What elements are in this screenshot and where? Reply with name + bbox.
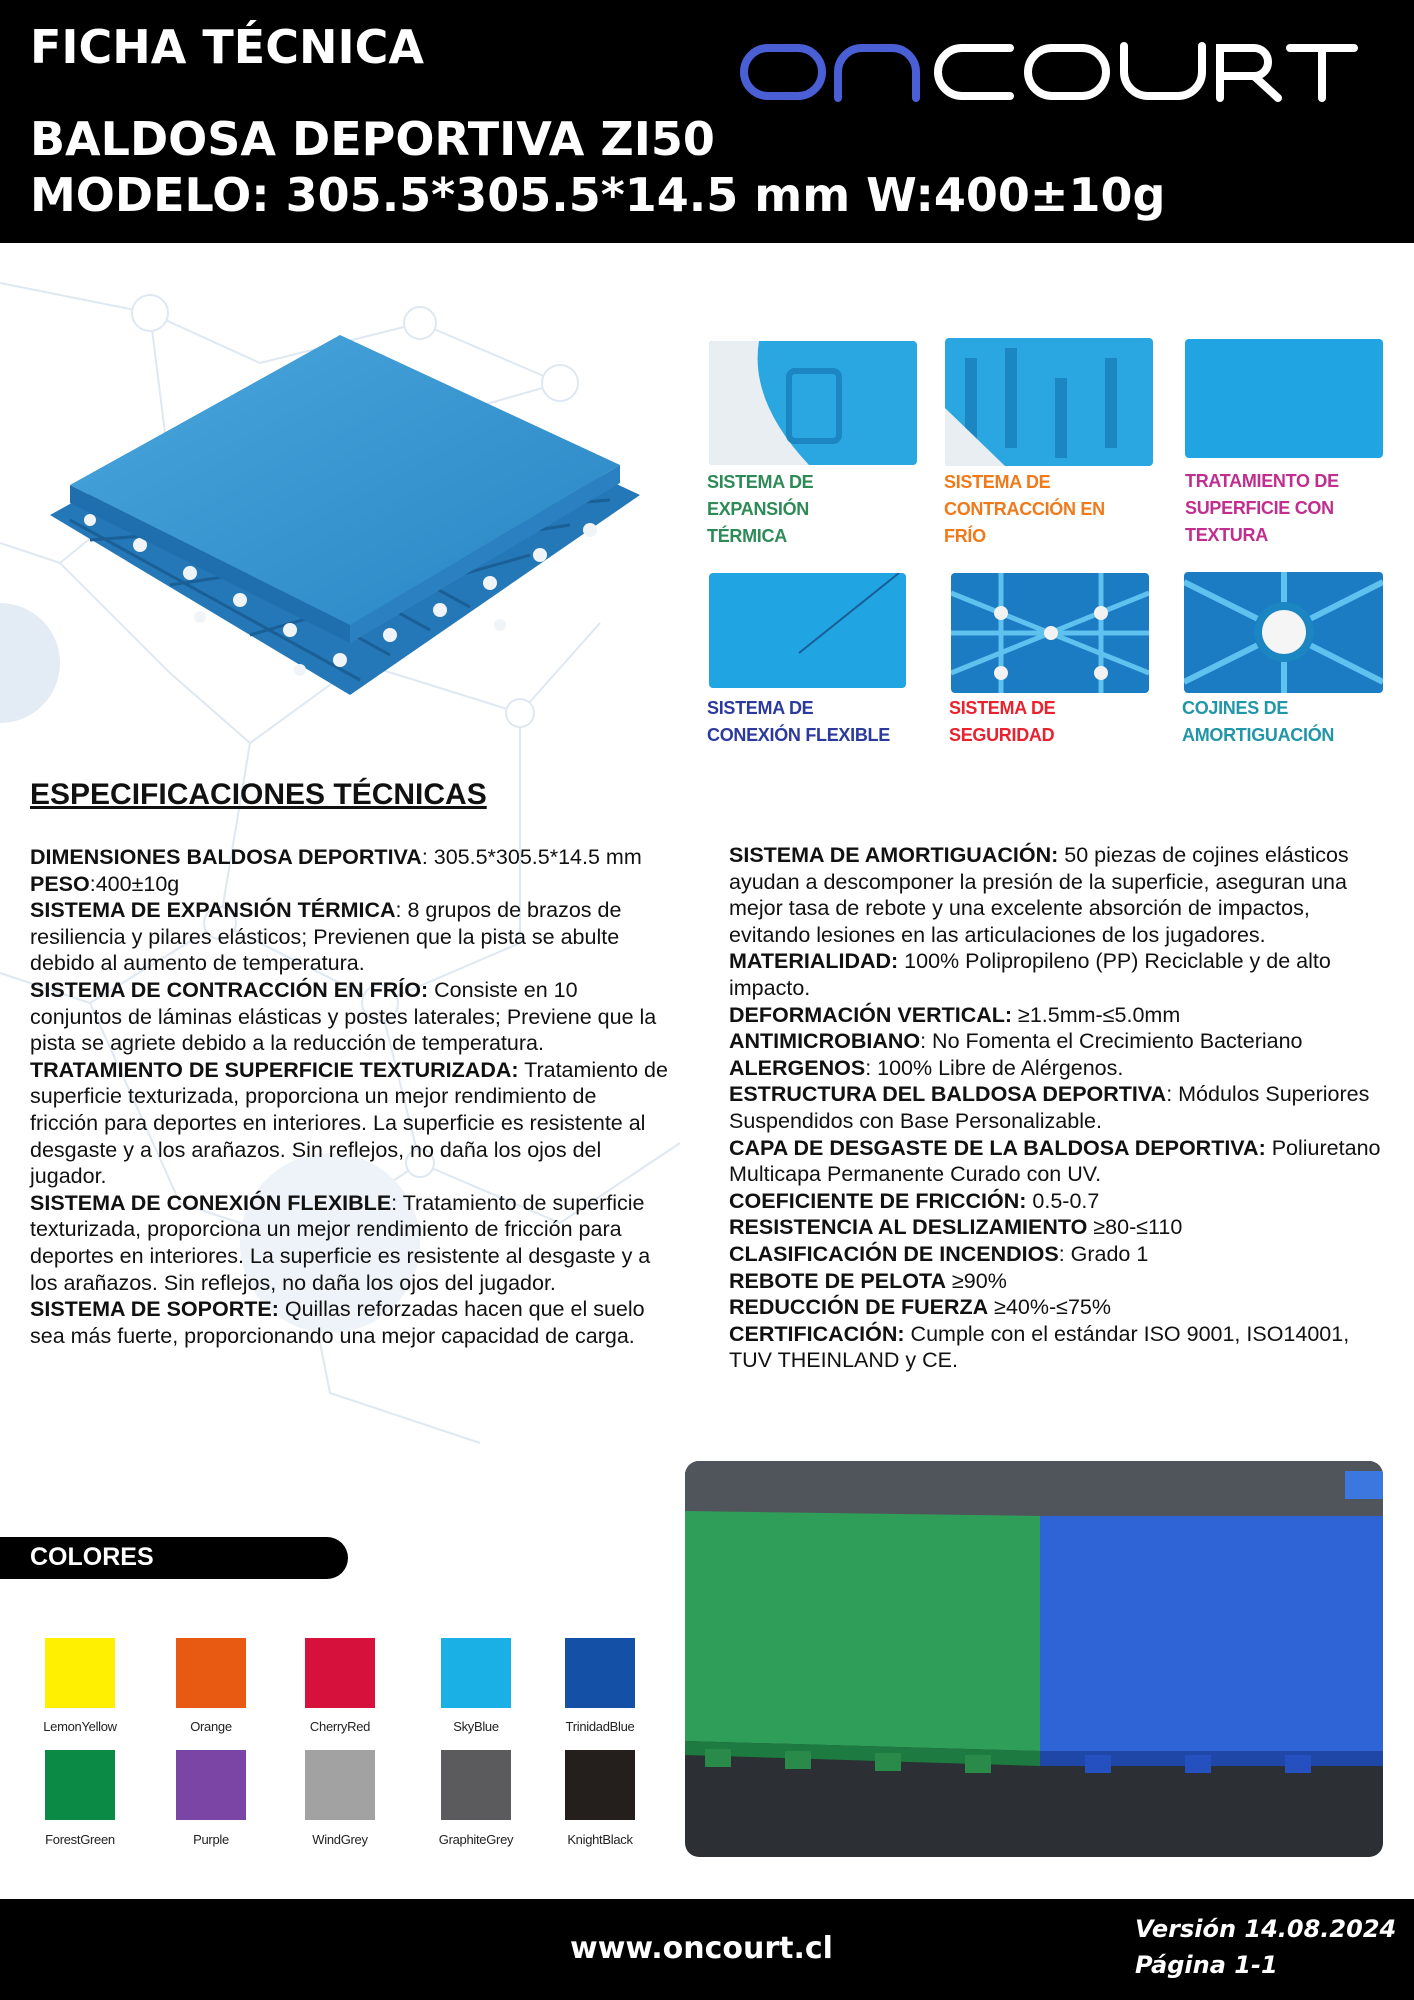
specifications-heading: ESPECIFICACIONES TÉCNICAS bbox=[30, 778, 487, 811]
spec-item: CAPA DE DESGASTE DE LA BALDOSA DEPORTIVA: Poliuretano Multicapa Permanente Curado con UV. bbox=[729, 1135, 1381, 1187]
color-swatch-label: KnightBlack bbox=[567, 1832, 633, 1847]
colors-heading: COLORES bbox=[30, 1543, 154, 1571]
color-swatch bbox=[176, 1638, 246, 1708]
footer-bar bbox=[0, 1899, 1414, 2000]
feature-thermal-expansion: SISTEMA DE EXPANSIÓN TÉRMICA bbox=[707, 472, 814, 546]
spec-item: CLASIFICACIÓN DE INCENDIOS: Grado 1 bbox=[729, 1241, 1149, 1266]
spec-item: REBOTE DE PELOTA ≥90% bbox=[729, 1268, 1007, 1293]
color-swatch-label: WindGrey bbox=[312, 1832, 368, 1847]
spec-item: DEFORMACIÓN VERTICAL: ≥1.5mm-≤5.0mm bbox=[729, 1002, 1181, 1027]
spec-item: MATERIALIDAD: 100% Polipropileno (PP) Reciclable y de alto impacto. bbox=[729, 949, 1331, 1000]
feature-cold-contraction: SISTEMA DE CONTRACCIÓN EN FRÍO bbox=[944, 472, 1105, 546]
version-text: Versión 14.08.2024 bbox=[1135, 1915, 1397, 1943]
sports-tile-product-image bbox=[50, 325, 650, 705]
spec-item: PESO:400±10g bbox=[30, 871, 180, 896]
specifications-right-column bbox=[729, 842, 1389, 1374]
spec-item: DIMENSIONES BALDOSA DEPORTIVA: 305.5*305.5*14.5 mm bbox=[30, 845, 642, 869]
spec-item: SISTEMA DE CONTRACCIÓN EN FRÍO: Consiste en 10 conjuntos de láminas elásticas y postes laterales; Previene que la pista se agriete debido a la reducción de temperatura. bbox=[30, 977, 657, 1056]
colors-heading-bar bbox=[0, 1537, 348, 1579]
document-type-title: FICHA TÉCNICA bbox=[30, 20, 424, 74]
spec-item: SISTEMA DE EXPANSIÓN TÉRMICA: 8 grupos de brazos de resiliencia y pilares elásticos; Previenen que la pista se abulte debido al aumento de temperatura. bbox=[30, 898, 622, 976]
spec-item: CERTIFICACIÓN: Cumple con el estándar ISO 9001, ISO14001, TUV THEINLAND y CE. bbox=[729, 1321, 1350, 1373]
color-swatch-label: ForestGreen bbox=[45, 1832, 115, 1847]
feature-cushioning-pads: COJINES DE AMORTIGUACIÓN bbox=[1182, 698, 1335, 745]
safety-system-image bbox=[951, 573, 1149, 693]
feature-flexible-connection: SISTEMA DE CONEXIÓN FLEXIBLE bbox=[707, 698, 890, 745]
color-swatch-label: Orange bbox=[190, 1719, 232, 1734]
color-swatch-label: Purple bbox=[193, 1832, 229, 1847]
color-swatch bbox=[565, 1638, 635, 1708]
website-link[interactable]: www.oncourt.cl bbox=[570, 1931, 833, 1966]
color-swatch bbox=[45, 1638, 115, 1708]
spec-item: SISTEMA DE CONEXIÓN FLEXIBLE: Tratamiento de superficie texturizada, proporciona un mejor rendimiento de fricción para deportes en interiores. La superficie es resistente al desgaste y a los arañazos. Sin reflejos, no daña los ojos del jugador. bbox=[30, 1190, 651, 1295]
specifications-left-column bbox=[30, 844, 670, 1349]
product-name-title: BALDOSA DEPORTIVA ZI50 bbox=[30, 112, 715, 166]
cold-contraction-image bbox=[945, 338, 1153, 466]
spec-item: COEFICIENTE DE FRICCIÓN: 0.5-0.7 bbox=[729, 1188, 1100, 1213]
color-swatch-label: CherryRed bbox=[309, 1719, 371, 1734]
color-swatch bbox=[305, 1750, 375, 1820]
color-swatch-label: LemonYellow bbox=[43, 1719, 117, 1734]
spec-item: TRATAMIENTO DE SUPERFICIE TEXTURIZADA: Tratamiento de superficie texturizada, proporciona un mejor rendimiento de fricción para deportes en interiores. La superficie es resistente al desgaste y a los arañazos. Sin reflejos, no daña los ojos del jugador. bbox=[30, 1057, 668, 1189]
color-swatch bbox=[441, 1750, 511, 1820]
spec-item: ANTIMICROBIANO: No Fomenta el Crecimiento Bacteriano bbox=[729, 1029, 1303, 1054]
color-swatch-label: SkyBlue bbox=[453, 1719, 499, 1734]
color-swatch bbox=[305, 1638, 375, 1708]
spec-item: RESISTENCIA AL DESLIZAMIENTO ≥80-≤110 bbox=[729, 1215, 1183, 1240]
color-swatch bbox=[565, 1750, 635, 1820]
color-swatch bbox=[45, 1750, 115, 1820]
court-installation-photo bbox=[685, 1461, 1383, 1857]
color-swatch bbox=[441, 1638, 511, 1708]
header-bar bbox=[0, 0, 1414, 243]
color-swatch-label: GraphiteGrey bbox=[438, 1832, 514, 1847]
model-title: MODELO: 305.5*305.5*14.5 mm W:400±10g bbox=[30, 168, 1166, 222]
spec-item: SISTEMA DE SOPORTE: Quillas reforzadas hacen que el suelo sea más fuerte, proporcionando una mejor capacidad de carga. bbox=[30, 1297, 645, 1348]
oncourt-logo bbox=[740, 42, 1360, 102]
spec-item: REDUCCIÓN DE FUERZA ≥40%-≤75% bbox=[729, 1295, 1111, 1320]
page-number: Página 1-1 bbox=[1135, 1951, 1278, 1979]
flexible-connection-image bbox=[709, 573, 906, 688]
spec-item: ALERGENOS: 100% Libre de Alérgenos. bbox=[729, 1055, 1124, 1080]
cushioning-pads-image bbox=[1184, 572, 1383, 693]
textured-surface-image bbox=[1185, 339, 1383, 458]
color-swatch bbox=[176, 1750, 246, 1820]
thermal-expansion-image bbox=[709, 341, 917, 465]
feature-textured-surface: TRATAMIENTO DE SUPERFICIE CON TEXTURA bbox=[1185, 471, 1339, 545]
color-swatch-label: TrinidadBlue bbox=[565, 1719, 635, 1734]
spec-item: ESTRUCTURA DEL BALDOSA DEPORTIVA: Módulos Superiores Suspendidos con Base Personalizable. bbox=[729, 1082, 1370, 1133]
feature-safety-system: SISTEMA DE SEGURIDAD bbox=[949, 698, 1056, 745]
spec-item: SISTEMA DE AMORTIGUACIÓN: 50 piezas de cojines elásticos ayudan a descomponer la presión de la superficie, aseguran una mejor tasa de rebote y una excelente absorción de impactos, evitando lesiones en las articulaciones de los jugadores. bbox=[729, 843, 1349, 947]
